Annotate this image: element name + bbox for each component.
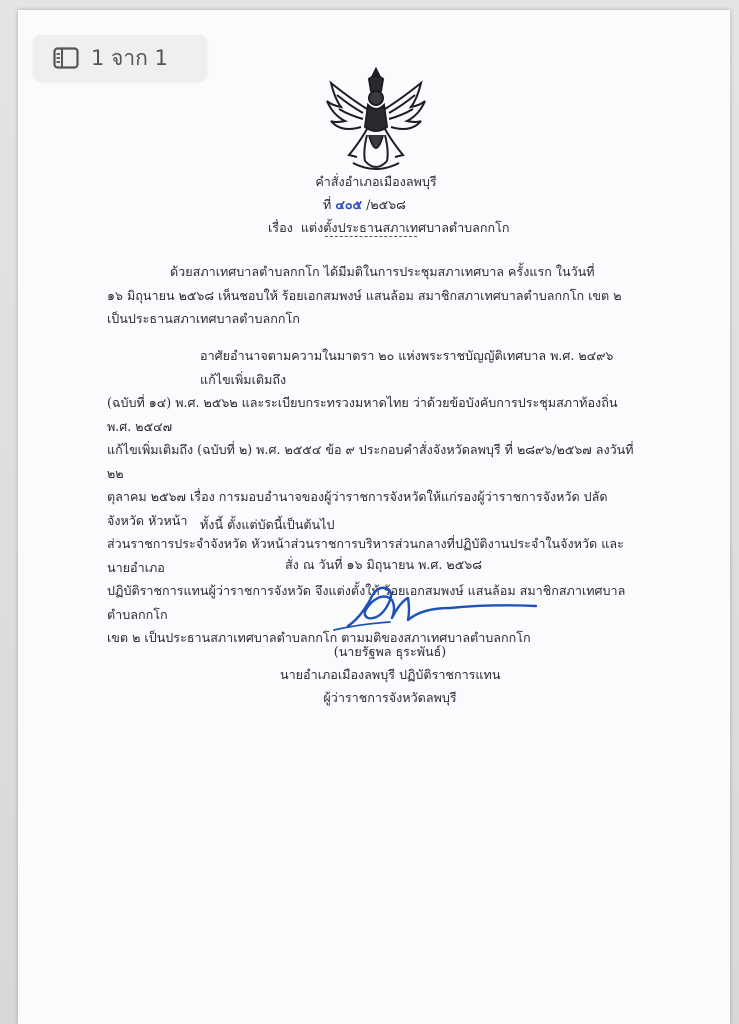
order-number-suffix: /๒๕๖๘ [366,197,406,212]
subject-line [268,218,510,238]
paragraph-2-line: เขต ๒ เป็นประธานสภาเทศบาลตำบลกกโก ตามมติของสภาเทศบาลตำบลกกโก [107,630,531,645]
page-indicator[interactable] [33,35,207,81]
paragraph-2-line: ปฏิบัติราชการแทนผู้ว่าราชการจังหวัด จึงแต่งตั้งให้ ร้อยเอกสมพงษ์ แสนล้อม สมาชิกสภาเทศบาลตำบลกกโก [107,583,626,622]
issuing-office: คำสั่งอำเภอเมืองลพบุรี [315,174,437,189]
paragraph-1-line: เป็นประธานสภาเทศบาลตำบลกกโก [107,311,300,326]
signatory-on-behalf: ผู้ว่าราชการจังหวัดลพบุรี [323,690,457,705]
closing-statement: ทั้งนี้ ตั้งแต่บัดนี้เป็นต้นไป [200,517,335,532]
garuda-emblem [323,65,429,175]
paragraph-2-line: ตุลาคม ๒๕๖๗ เรื่อง การมอบอำนาจของผู้ว่าราชการจังหวัดให้แก่รองผู้ว่าราชการจังหวัด ปลัดจังหวัด หัวหน้า [107,489,608,528]
paragraph-2-line: ส่วนราชการประจำจังหวัด หัวหน้าส่วนราชการบริหารส่วนกลางที่ปฏิบัติงานประจำในจังหวัด และนายอำเภอ [107,536,624,575]
paragraph-2-line: แก้ไขเพิ่มเติมถึง (ฉบับที่ ๒) พ.ศ. ๒๕๕๔ ข้อ ๙ ประกอบคำสั่งจังหวัดลพบุรี ที่ ๒๘๙๖/๒๕๖๗ ลงวันที่ ๒๒ [107,442,634,481]
paragraph-2-line: อาศัยอำนาจตามความในมาตรา ๒๐ แห่งพระราชบัญญัติเทศบาล พ.ศ. ๒๔๙๖ แก้ไขเพิ่มเติมถึง [200,348,614,387]
signature-scribble [330,578,550,638]
page-indicator-label: 1 จาก 1 [91,45,168,70]
header-separator [325,236,417,237]
paragraph-1-line: ๑๖ มิถุนายน ๒๕๖๘ เห็นชอบให้ ร้อยเอกสมพงษ์ แสนล้อม สมาชิกสภาเทศบาลตำบลกกโก เขต ๒ [107,287,622,303]
page-list-icon [53,47,79,69]
order-number-prefix: ที่ [323,197,332,212]
subject-text: แต่งตั้งประธานสภาเทศบาลตำบลกกโก [300,220,510,235]
paragraph-1-line: ด้วยสภาเทศบาลตำบลกกโก ได้มีมติในการประชุมสภาเทศบาล ครั้งแรก ในวันที่ [170,264,595,279]
order-number-line [323,195,406,215]
order-number: ๔๐๕ [335,197,363,212]
subject-label: เรื่อง [268,220,293,235]
paragraph-2-line: (ฉบับที่ ๑๔) พ.ศ. ๒๕๖๒ และระเบียบกระทรวงมหาดไทย ว่าด้วยข้อบังคับการประชุมสภาท้องถิ่น พ.ศ. ๒๕๔๗ [107,395,618,434]
signatory-position: นายอำเภอเมืองลพบุรี ปฏิบัติราชการแทน [280,667,501,682]
signatory-name: (นายรัฐพล ธุระพันธ์) [333,644,447,659]
paragraph-1 [107,260,635,331]
date-line: สั่ง ณ วันที่ ๑๖ มิถุนายน พ.ศ. ๒๕๖๘ [285,557,482,572]
